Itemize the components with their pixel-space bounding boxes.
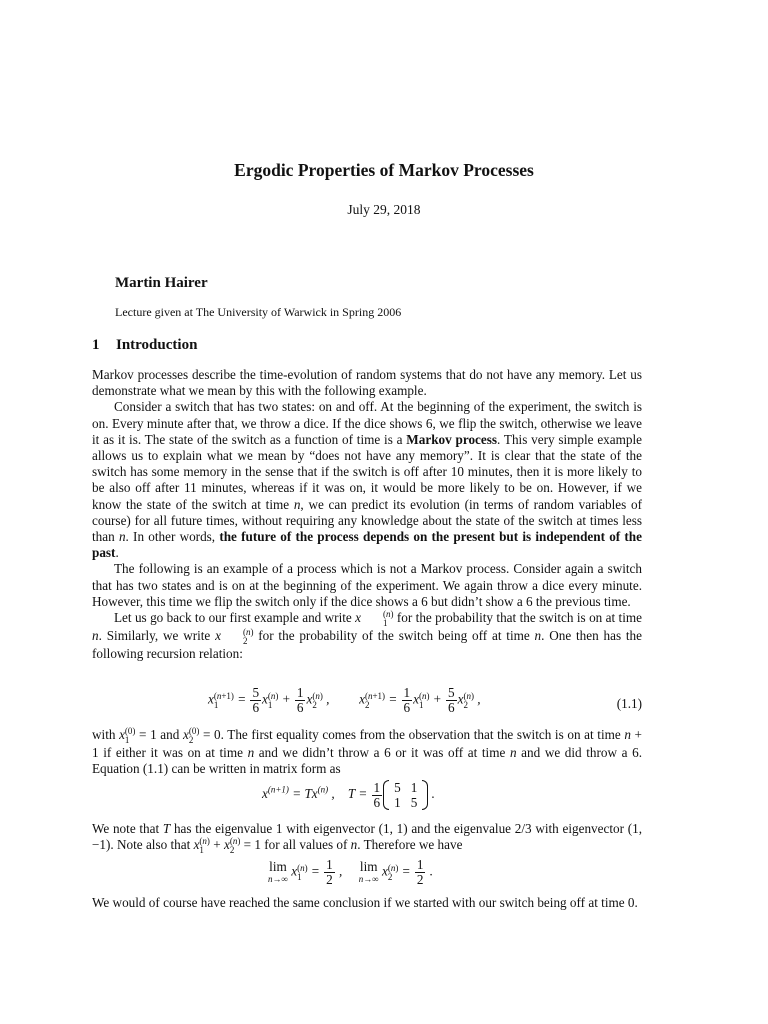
section-number: 1 bbox=[92, 337, 100, 353]
body-text-block-2 bbox=[92, 727, 642, 777]
equation-1-1: x (n+1) 1 = $\frac{5}{6}$ x (n) 1 + $\frac{1}{6}$ x (n) 2 , x (n+1) 2 = $\frac{1}{6}$ x (n) 1 + $\frac{5}{6}$ x (n) 2 , (1.1) bbox=[208, 685, 642, 715]
equation-number: (1.1) bbox=[616, 696, 642, 711]
body-text-block-4 bbox=[92, 895, 642, 911]
paragraph-5: with x (0) 1 = 1 and x (0) 2 = 0. The first equality comes from the observation that the switch is on at time n + 1 if either it was on at time n and we didn’t throw a 6 or it was off at time n and we did throw a 6. Equation (1.1) can be written in matrix form as bbox=[92, 726, 643, 777]
paragraph-1: Markov processes describe the time-evolution of random systems that do not have any memory. Let us demonstrate what we mean by this with the following example. bbox=[92, 367, 642, 399]
section-heading bbox=[92, 337, 197, 354]
paragraph-3: The following is an example of a process which is not a Markov process. Consider again a switch that has two states and is on at the beginning of the experiment. We again throw a dice every minute. However, this time we flip the switch only if the dice shows a 6 but didn’t show a 6 the previous time. bbox=[92, 561, 642, 609]
paper-date: July 29, 2018 bbox=[347, 202, 421, 217]
paper-title: Ergodic Properties of Markov Processes bbox=[234, 160, 534, 180]
paragraph-2: Consider a switch that has two states: on and off. At the beginning of the experiment, the switch is on. Every minute after that, we throw a dice. If the dice shows 6, we flip the switch, otherwise we leave it as it is. The state of the switch as a function of time is a Markov process. This very simple example allows us to explain what we mean by “does not have any memory”. It is clear that the state of the switch has some memory in the sense that if the switch is off after 10 minutes, then it is more likely to be also off after 11 minutes, whereas if it was on, it would be more likely to be on. However, if we know the state of the switch at time n, we can predict its evolution (in terms of random variables of course) for all future times, without requiring any knowledge about the state of the switch at times less than n. In other words, the future of the process depends on the present but is independent of the past. bbox=[92, 399, 642, 561]
author-name: Martin Hairer bbox=[115, 275, 208, 291]
paragraph-6: We note that T has the eigenvalue 1 with eigenvector (1, 1) and the eigenvalue 2/3 with eigenvector (1, −1). Note also that x (n) 1 + x (n) 2 = 1 for all values of n. Therefore we have bbox=[92, 821, 642, 856]
body-text-block-3 bbox=[92, 821, 642, 855]
paragraph-4: Let us go back to our first example and write x (n) 1 for the probability that the switch is on at time n. Similarly, we write x (n) 2 for the probability of the switch being off at time n. One then has the following recursion relation: bbox=[92, 609, 642, 662]
body-text-block-1 bbox=[92, 367, 642, 662]
section-title: Introduction bbox=[116, 337, 198, 353]
paragraph-7: We would of course have reached the same conclusion if we started with our switch being off at time 0. bbox=[92, 895, 638, 910]
equation-limits: lim n→∞ x (n) 1 = $\frac{1}{2}$ , lim n→∞ x (n) 2 = $\frac{1}{2}$ . bbox=[268, 857, 434, 887]
author-affiliation: Lecture given at The University of Warwick in Spring 2006 bbox=[115, 305, 402, 319]
equation-matrix: $x^{(n+1)} = Tx^{(n)}$ , T = $\frac{1}{6}$ 5 1 1 5 . bbox=[262, 779, 435, 810]
